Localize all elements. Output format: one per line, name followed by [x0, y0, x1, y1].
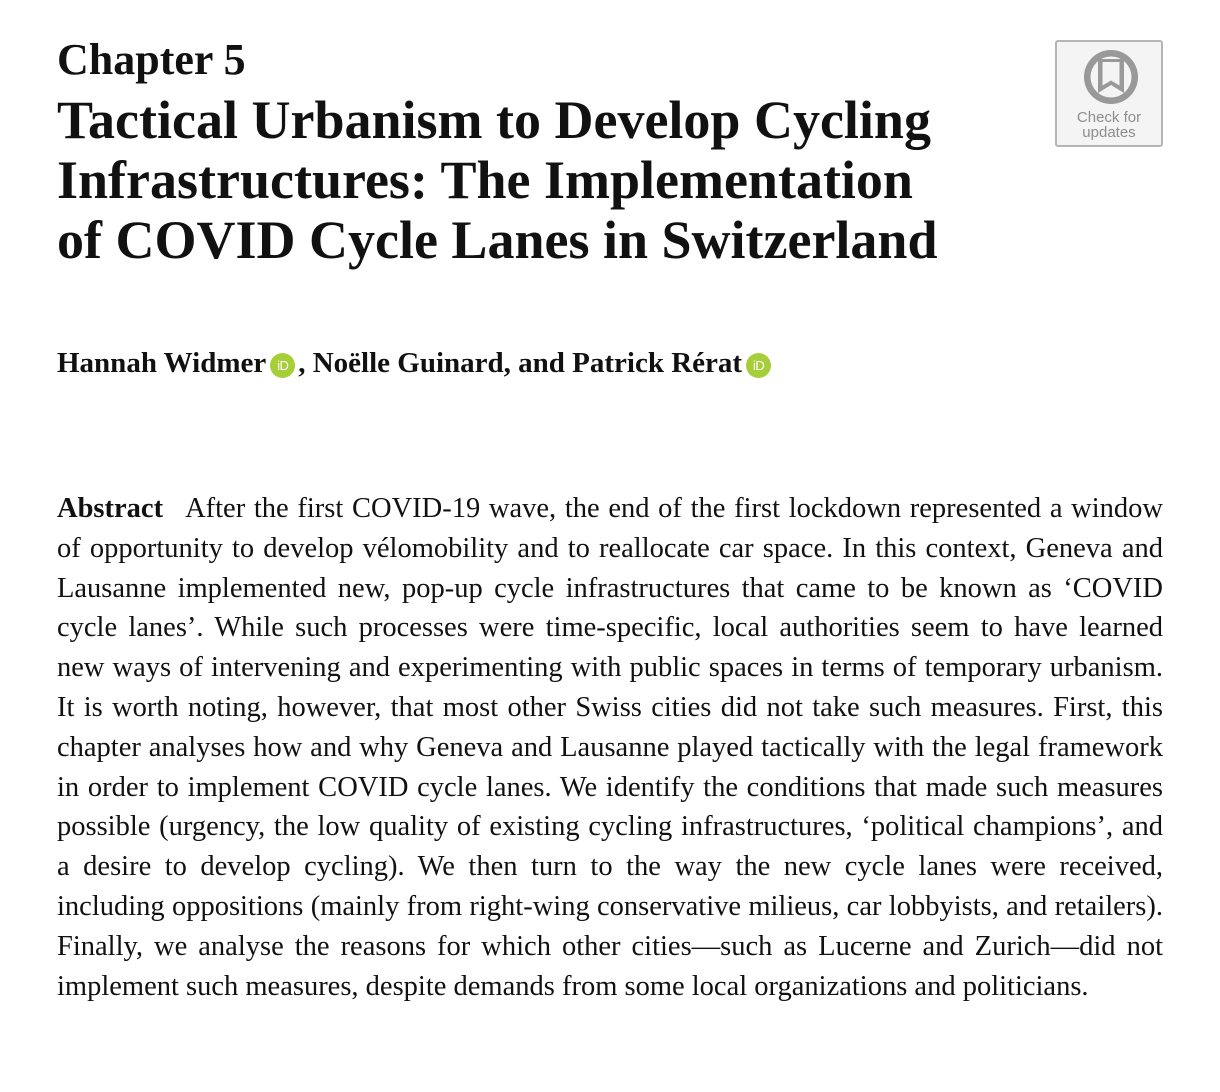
abstract: [57, 489, 1163, 1006]
author-separator: ,: [298, 347, 313, 379]
chapter-title-line: Infrastructures: The Implementation: [57, 150, 913, 210]
check-for-updates-button[interactable]: [1055, 40, 1163, 147]
author-separator: , and: [503, 347, 573, 379]
chapter-label: Chapter 5: [57, 35, 246, 84]
chapter-title-line: of COVID Cycle Lanes in Switzerland: [57, 210, 938, 270]
author-name: Hannah Widmer: [57, 347, 267, 379]
orcid-icon[interactable]: iD: [270, 353, 295, 378]
check-for-updates-label: Check for: [1076, 109, 1142, 126]
orcid-icon[interactable]: iD: [746, 353, 771, 378]
abstract-label: Abstract: [57, 493, 164, 524]
author-name: Patrick Rérat: [572, 347, 743, 379]
author-list: [57, 345, 774, 381]
bookmark-circle-icon: [1081, 47, 1141, 107]
chapter-title: [57, 90, 957, 270]
check-for-updates-label: updates: [1082, 124, 1136, 141]
abstract-text: After the first COVID-19 wave, the end of the first lockdown represented a window of opportunity to develop vélomobility and to reallocate car space. In this context, Geneva and Lausanne implemented new, pop-up cycle infrastructures that came to be known as ‘COVID cycle lanes’. While such processes were time-specific, local authorities seem to have learned new ways of intervening and experimenting with public spaces in terms of temporary urbanism. It is worth noting, however, that most other Swiss cities did not take such measures. First, this chapter analyses how and why Geneva and Lausanne played tactically with the legal framework in order to implement COVID cycle lanes. We identify the conditions that made such measures possible (urgency, the low quality of existing cycling infrastructures, ‘political champions’, and a desire to develop cycling). We then turn to the way the new cycle lanes were received, including oppositions (mainly from right-wing conservative milieus, car lobbyists, and retailers). Finally, we analyse the reasons for which other cities—such as Lucerne and Zurich—did not implement such measures, despite demands from some local organizations and politicians.: [57, 493, 1163, 1002]
author-name: Noëlle Guinard: [312, 347, 504, 379]
chapter-title-line: Tactical Urbanism to Develop Cycling: [57, 90, 931, 150]
